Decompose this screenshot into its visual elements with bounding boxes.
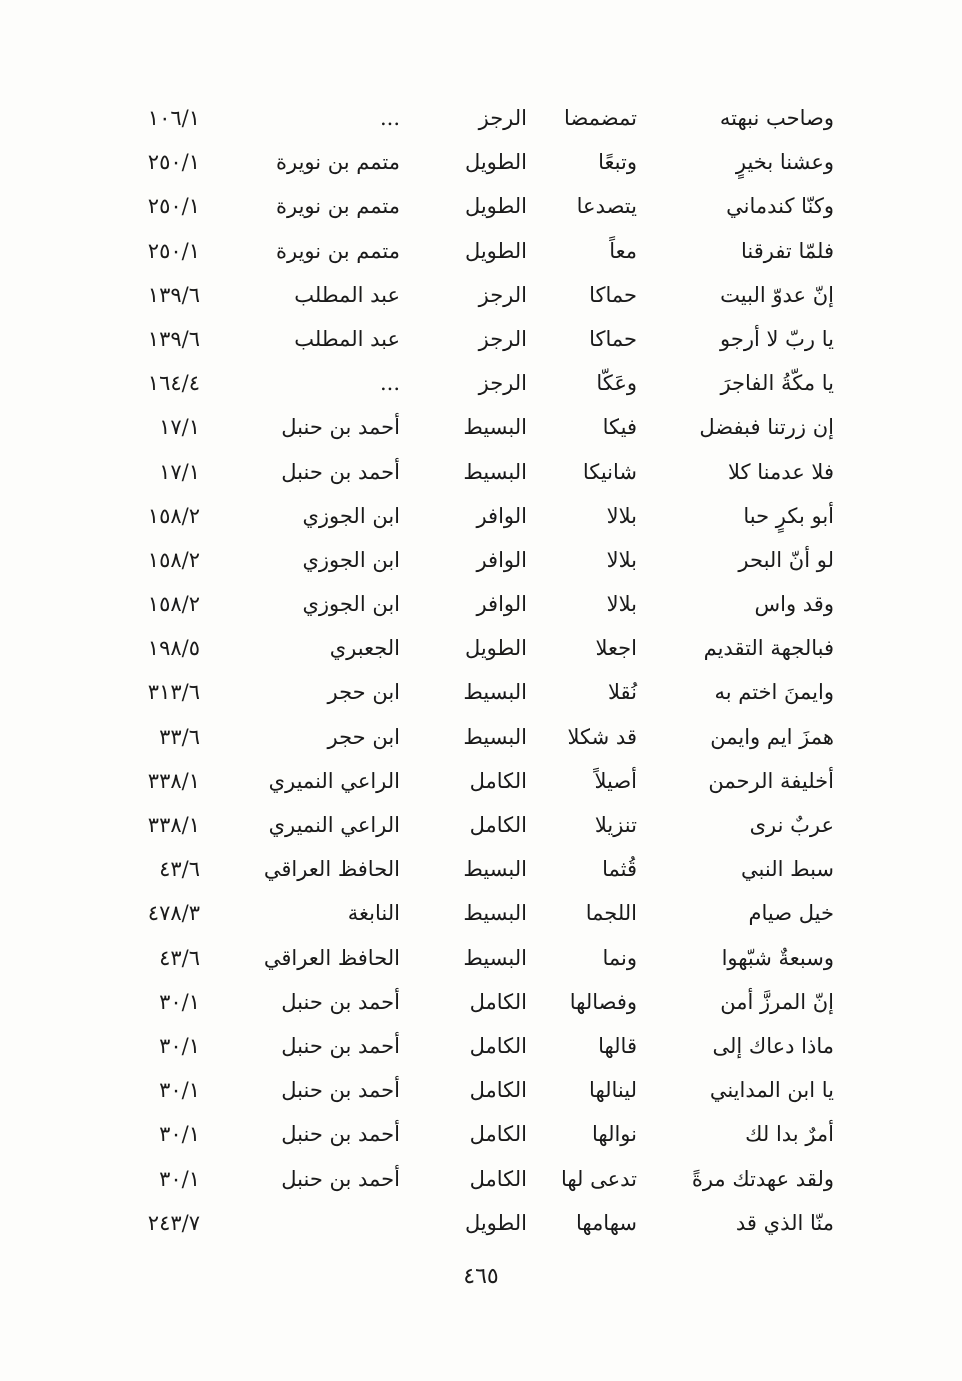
verse-poet: أحمد بن حنبل bbox=[281, 1078, 400, 1103]
verse-opening: وصاحب نبهته bbox=[719, 106, 834, 130]
verse-meter: الرجز bbox=[478, 326, 527, 351]
table-row bbox=[0, 273, 962, 317]
verse-reference: ٣٠/١ bbox=[159, 1166, 200, 1191]
verse-opening: همزَ ايم وايمن bbox=[710, 724, 834, 749]
verse-rhyme: بلالا bbox=[606, 503, 637, 528]
verse-opening: ماذا دعاك إلى bbox=[712, 1033, 834, 1058]
verse-meter: الرجز bbox=[478, 371, 527, 396]
verse-rhyme: حماكا bbox=[589, 282, 637, 307]
verse-rhyme: بلالا bbox=[606, 592, 637, 617]
verse-meter: الطويل bbox=[464, 238, 527, 263]
verse-poet: الحافظ العراقي bbox=[263, 945, 400, 970]
verse-meter: الوافر bbox=[476, 547, 527, 572]
verse-meter: الطويل bbox=[464, 636, 527, 661]
verse-poet: الراعي النميري bbox=[268, 813, 400, 837]
verse-poet: عبد المطلب bbox=[294, 282, 400, 307]
verse-meter: الكامل bbox=[469, 989, 527, 1014]
table-row bbox=[0, 715, 962, 759]
verse-reference: ٤٣/٦ bbox=[159, 945, 200, 970]
verse-rhyme: تدعى لها bbox=[560, 1166, 637, 1191]
verse-meter: الكامل bbox=[469, 1033, 527, 1058]
verse-opening: أمرٌ بدا لك bbox=[745, 1122, 834, 1147]
verse-reference: ٣٣٨/١ bbox=[147, 768, 200, 793]
table-row bbox=[0, 405, 962, 449]
verse-rhyme: نُقلا bbox=[608, 680, 637, 705]
verse-poet: ... bbox=[379, 371, 400, 396]
verse-meter: البسيط bbox=[463, 945, 527, 970]
verse-rhyme: سهامها bbox=[575, 1210, 637, 1235]
verse-rhyme: أصيلاً bbox=[594, 768, 637, 793]
verse-meter: الوافر bbox=[476, 503, 527, 528]
verse-poet: أحمد بن حنبل bbox=[281, 459, 400, 484]
verse-rhyme: وتبعًا bbox=[598, 150, 637, 175]
verse-opening: يا مكّةُ الفاجرَ bbox=[720, 371, 834, 396]
verse-opening: فلا عدمنا كلا bbox=[728, 459, 834, 484]
verse-meter: الطويل bbox=[464, 1210, 527, 1235]
verse-rhyme: نوالها bbox=[591, 1122, 637, 1147]
verse-meter: الكامل bbox=[469, 1122, 527, 1147]
verse-reference: ٢٤٣/٧ bbox=[147, 1210, 200, 1235]
verse-opening: فبالجهة التقديم bbox=[703, 636, 834, 661]
verse-opening: يا ابن المدايني bbox=[709, 1078, 834, 1103]
verse-reference: ٣٠/١ bbox=[159, 1033, 200, 1058]
table-row bbox=[0, 317, 962, 361]
verse-opening: عربٌ نرى bbox=[749, 813, 834, 837]
table-row bbox=[0, 582, 962, 626]
table-row bbox=[0, 759, 962, 803]
verse-rhyme: فيكا bbox=[602, 415, 637, 440]
verse-poet: ابن حجر bbox=[327, 680, 400, 705]
verse-reference: ٢٥٠/١ bbox=[147, 194, 200, 219]
verse-opening: منّا الذي قد bbox=[735, 1210, 834, 1235]
verse-meter: البسيط bbox=[463, 857, 527, 882]
verse-poet: أحمد بن حنبل bbox=[281, 1033, 400, 1058]
verse-opening: سبط النبي bbox=[741, 857, 834, 882]
verse-reference: ٣٠/١ bbox=[159, 1078, 200, 1103]
verse-meter: البسيط bbox=[463, 724, 527, 749]
verse-rhyme: معاً bbox=[609, 238, 637, 263]
table-row bbox=[0, 626, 962, 670]
verse-rhyme: حماكا bbox=[589, 326, 637, 351]
table-row bbox=[0, 980, 962, 1024]
verse-meter: الطويل bbox=[464, 150, 527, 175]
verse-meter: الكامل bbox=[469, 1166, 527, 1191]
verse-reference: ١٧/١ bbox=[159, 415, 200, 440]
page-number: ٤٦٥ bbox=[463, 1264, 499, 1289]
verse-reference: ١٦٤/٤ bbox=[147, 371, 200, 396]
verse-poet bbox=[170, 1201, 400, 1245]
verse-rhyme: اللجما bbox=[585, 901, 637, 926]
verse-rhyme: بلالا bbox=[606, 547, 637, 572]
verse-meter: الكامل bbox=[469, 1078, 527, 1103]
table-row bbox=[0, 936, 962, 980]
verse-opening: أبو بكرٍ حبا bbox=[743, 503, 834, 528]
verse-meter: البسيط bbox=[463, 901, 527, 926]
verse-reference: ٣٣/٦ bbox=[159, 724, 200, 749]
verse-meter: البسيط bbox=[463, 415, 527, 440]
verse-rhyme: وعَكّا bbox=[596, 371, 637, 396]
verse-opening: أخليفة الرحمن bbox=[708, 768, 834, 793]
verse-rhyme: اجعلا bbox=[595, 636, 637, 661]
verse-opening: وايمنَ اختم به bbox=[714, 680, 834, 705]
verse-poet: الحافظ العراقي bbox=[263, 857, 400, 882]
verse-meter: الكامل bbox=[469, 768, 527, 793]
verse-meter: الوافر bbox=[476, 592, 527, 617]
verse-reference: ١٥٨/٢ bbox=[147, 503, 200, 528]
verse-opening: ولقد عهدتك مرةً bbox=[691, 1166, 834, 1191]
verse-rhyme: قد شكلا bbox=[567, 724, 637, 749]
verse-opening: وكنّا كندماني bbox=[726, 194, 834, 219]
verse-rhyme: قالها bbox=[598, 1033, 637, 1058]
verse-poet: أحمد بن حنبل bbox=[281, 1166, 400, 1191]
verse-meter: الرجز bbox=[478, 282, 527, 307]
table-row bbox=[0, 538, 962, 582]
verse-reference: ١٧/١ bbox=[159, 459, 200, 484]
verse-reference: ٢٥٠/١ bbox=[147, 150, 200, 175]
verse-opening: إنّ عدوّ البيت bbox=[720, 282, 834, 307]
table-row bbox=[0, 1112, 962, 1156]
verse-poet: ابن الجوزي bbox=[302, 592, 400, 617]
verse-reference: ١٣٩/٦ bbox=[147, 282, 200, 307]
verse-poet: الراعي النميري bbox=[268, 768, 400, 793]
verse-opening: إن زرتنا فبفضل bbox=[699, 415, 834, 440]
table-row bbox=[0, 494, 962, 538]
verse-reference: ١٩٨/٥ bbox=[147, 636, 200, 661]
verse-opening: لو أنّ البحر bbox=[738, 547, 834, 572]
verse-opening: وقد واس bbox=[754, 592, 834, 617]
table-row bbox=[0, 891, 962, 935]
verse-rhyme: تنزيلا bbox=[594, 813, 637, 837]
verse-poet: الجعبري bbox=[329, 636, 400, 661]
verse-opening: فلمّا تفرقنا bbox=[740, 238, 834, 263]
verse-reference: ٣٠/١ bbox=[159, 989, 200, 1014]
verse-opening: إنّ المرزَّ أمن bbox=[720, 989, 834, 1014]
verse-meter: الطويل bbox=[464, 194, 527, 219]
verse-reference: ١٣٩/٦ bbox=[147, 326, 200, 351]
verse-index-table bbox=[0, 96, 962, 1245]
verse-meter: البسيط bbox=[463, 459, 527, 484]
table-row bbox=[0, 670, 962, 714]
table-row bbox=[0, 184, 962, 228]
verse-poet: ابن حجر bbox=[327, 724, 400, 749]
verse-reference: ١٥٨/٢ bbox=[147, 592, 200, 617]
table-row bbox=[0, 96, 962, 140]
table-row bbox=[0, 140, 962, 184]
verse-poet: ابن الجوزي bbox=[302, 547, 400, 572]
verse-meter: الكامل bbox=[469, 813, 527, 837]
table-row bbox=[0, 1201, 962, 1245]
verse-reference: ٣١٣/٦ bbox=[147, 680, 200, 705]
verse-opening: يا ربّ لا أرجو bbox=[720, 326, 834, 351]
verse-rhyme: لينالها bbox=[589, 1078, 637, 1103]
verse-poet: متمم بن نويرة bbox=[275, 150, 400, 175]
verse-rhyme: قُثما bbox=[602, 857, 637, 882]
verse-reference: ٤٧٨/٣ bbox=[147, 901, 200, 926]
verse-poet: أحمد بن حنبل bbox=[281, 1122, 400, 1147]
verse-reference: ٢٥٠/١ bbox=[147, 238, 200, 263]
verse-poet: النابغة bbox=[347, 901, 400, 926]
verse-poet: أحمد بن حنبل bbox=[281, 415, 400, 440]
verse-rhyme: شانيكا bbox=[582, 459, 637, 484]
verse-reference: ٤٣/٦ bbox=[159, 857, 200, 882]
verse-reference: ٣٠/١ bbox=[159, 1122, 200, 1147]
verse-meter: الرجز bbox=[478, 106, 527, 130]
verse-poet: عبد المطلب bbox=[294, 326, 400, 351]
table-row bbox=[0, 803, 962, 847]
table-row bbox=[0, 1068, 962, 1112]
verse-rhyme: تمضمضا bbox=[564, 106, 637, 130]
table-row bbox=[0, 847, 962, 891]
verse-poet: متمم بن نويرة bbox=[275, 194, 400, 219]
verse-rhyme: وفصالها bbox=[569, 989, 637, 1014]
table-row bbox=[0, 229, 962, 273]
verse-poet: أحمد بن حنبل bbox=[281, 989, 400, 1014]
table-row bbox=[0, 1024, 962, 1068]
verse-opening: وسبعةٌ شبّهوا bbox=[721, 945, 834, 970]
verse-poet: ابن الجوزي bbox=[302, 503, 400, 528]
verse-rhyme: ونما bbox=[602, 945, 637, 970]
table-row bbox=[0, 450, 962, 494]
verse-reference: ٣٣٨/١ bbox=[147, 813, 200, 837]
table-row bbox=[0, 361, 962, 405]
verse-opening: خيل صيام bbox=[748, 901, 834, 926]
verse-poet: ... bbox=[379, 106, 400, 130]
table-row bbox=[0, 1157, 962, 1201]
verse-rhyme: يتصدعا bbox=[576, 194, 637, 219]
verse-reference: ١٠٦/١ bbox=[147, 106, 200, 130]
verse-reference: ١٥٨/٢ bbox=[147, 547, 200, 572]
verse-opening: وعشنا بخيرٍ bbox=[735, 150, 834, 175]
verse-poet: متمم بن نويرة bbox=[275, 238, 400, 263]
verse-meter: البسيط bbox=[463, 680, 527, 705]
